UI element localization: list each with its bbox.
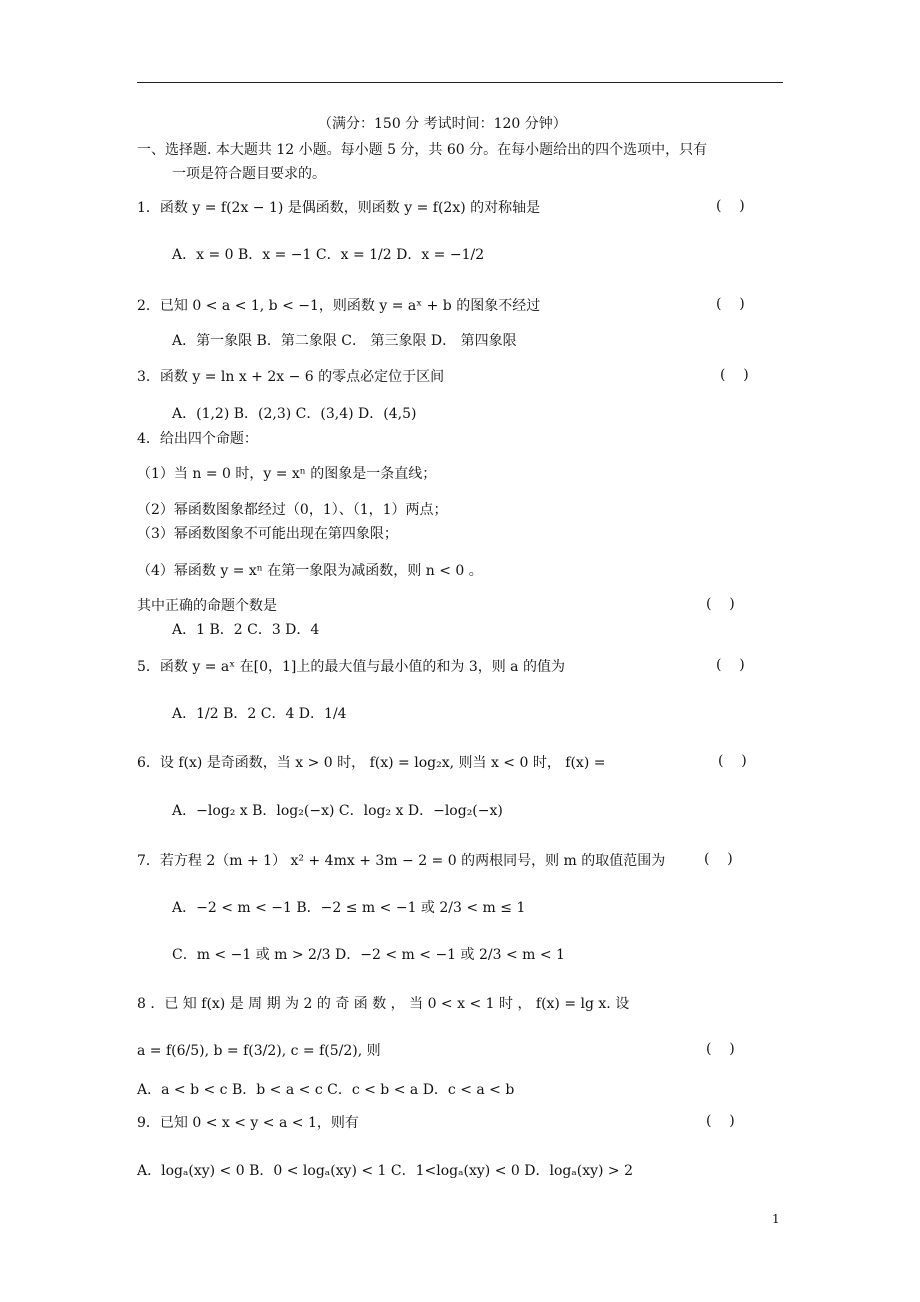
q5-options: A．1/2 B．2 C．4 D．1/4 — [172, 706, 347, 722]
q3-bracket: ( ) — [720, 367, 749, 383]
header-rule — [137, 82, 783, 83]
q4-bracket: ( ) — [706, 596, 735, 612]
q4-prop2: （2）幂函数图象都经过（0，1）、（1，1）两点； — [137, 502, 448, 518]
q7-bracket: ( ) — [704, 851, 733, 867]
q2-bracket: ( ) — [716, 296, 745, 312]
q3-options: A．(1,2) B．(2,3) C．(3,4) D．(4,5) — [172, 406, 417, 422]
q4-tail: 其中正确的命题个数是 — [137, 598, 277, 614]
exam-info: （满分：150 分 考试时间：120 分钟） — [318, 116, 567, 132]
q4-options: A．1 B．2 C．3 D．4 — [172, 622, 320, 638]
q4-prop4: （4）幂函数 y = xⁿ 在第一象限为减函数，则 n < 0 。 — [137, 563, 483, 579]
q4-prop1: （1）当 n = 0 时，y = xⁿ 的图象是一条直线； — [137, 466, 437, 482]
q7-options-ab: A．−2 < m < −1 B．−2 ≤ m < −1 或 2/3 < m ≤ 1 — [172, 900, 526, 916]
q1-bracket: ( ) — [716, 198, 745, 214]
q8-stem-line2: a = f(6/5), b = f(3/2), c = f(5/2), 则 — [137, 1043, 381, 1059]
q8-stem-line1: 8 ．已 知 f(x) 是 周 期 为 2 的 奇 函 数 ， 当 0 < x < 1 时 ， f(x) = lg x. 设 — [137, 996, 630, 1012]
q5-stem: 5．函数 y = aˣ 在[0，1]上的最大值与最小值的和为 3，则 a 的值为 — [137, 659, 565, 675]
q2-stem: 2．已知 0 < a < 1, b < −1，则函数 y = aˣ + b 的图象不经过 — [137, 298, 541, 314]
q2-options: A．第一象限 B．第二象限 C． 第三象限 D． 第四象限 — [172, 333, 517, 349]
q4-prop3: （3）幂函数图象不可能出现在第四象限； — [137, 526, 398, 542]
q9-bracket: ( ) — [706, 1113, 735, 1129]
q6-stem: 6．设 f(x) 是奇函数，当 x > 0 时， f(x) = log₂x, 则当 x < 0 时， f(x) = — [137, 755, 606, 771]
q1-stem: 1．函数 y = f(2x − 1) 是偶函数，则函数 y = f(2x) 的对称轴是 — [137, 200, 541, 216]
q9-stem: 9．已知 0 < x < y < a < 1，则有 — [137, 1115, 359, 1131]
q3-stem: 3．函数 y = ln x + 2x − 6 的零点必定位于区间 — [137, 369, 445, 385]
q6-options: A．−log₂ x B．log₂(−x) C．log₂ x D．−log₂(−x) — [172, 803, 503, 819]
q7-options-cd: C．m < −1 或 m > 2/3 D．−2 < m < −1 或 2/3 < m < 1 — [172, 947, 565, 963]
section-title: 一、选择题. 本大题共 12 小题。每小题 5 分，共 60 分。在每小题给出的四个选项中，只有 — [137, 142, 708, 158]
page-number: 1 — [772, 1212, 780, 1226]
q5-bracket: ( ) — [716, 657, 745, 673]
q9-options: A．logₐ(xy) < 0 B．0 < logₐ(xy) < 1 C．1<logₐ(xy) < 0 D．logₐ(xy) > 2 — [137, 1163, 634, 1179]
q7-stem: 7．若方程 2（m + 1） x² + 4mx + 3m − 2 = 0 的两根同号，则 m 的取值范围为 — [137, 853, 666, 869]
q4-stem: 4．给出四个命题： — [137, 431, 258, 447]
q8-bracket: ( ) — [706, 1041, 735, 1057]
q6-bracket: ( ) — [718, 753, 747, 769]
q8-options: A．a < b < c B．b < a < c C．c < b < a D．c < a < b — [137, 1082, 515, 1098]
section-title-cont: 一项是符合题目要求的。 — [172, 166, 326, 182]
q1-options: A．x = 0 B．x = −1 C．x = 1/2 D．x = −1/2 — [172, 247, 485, 263]
